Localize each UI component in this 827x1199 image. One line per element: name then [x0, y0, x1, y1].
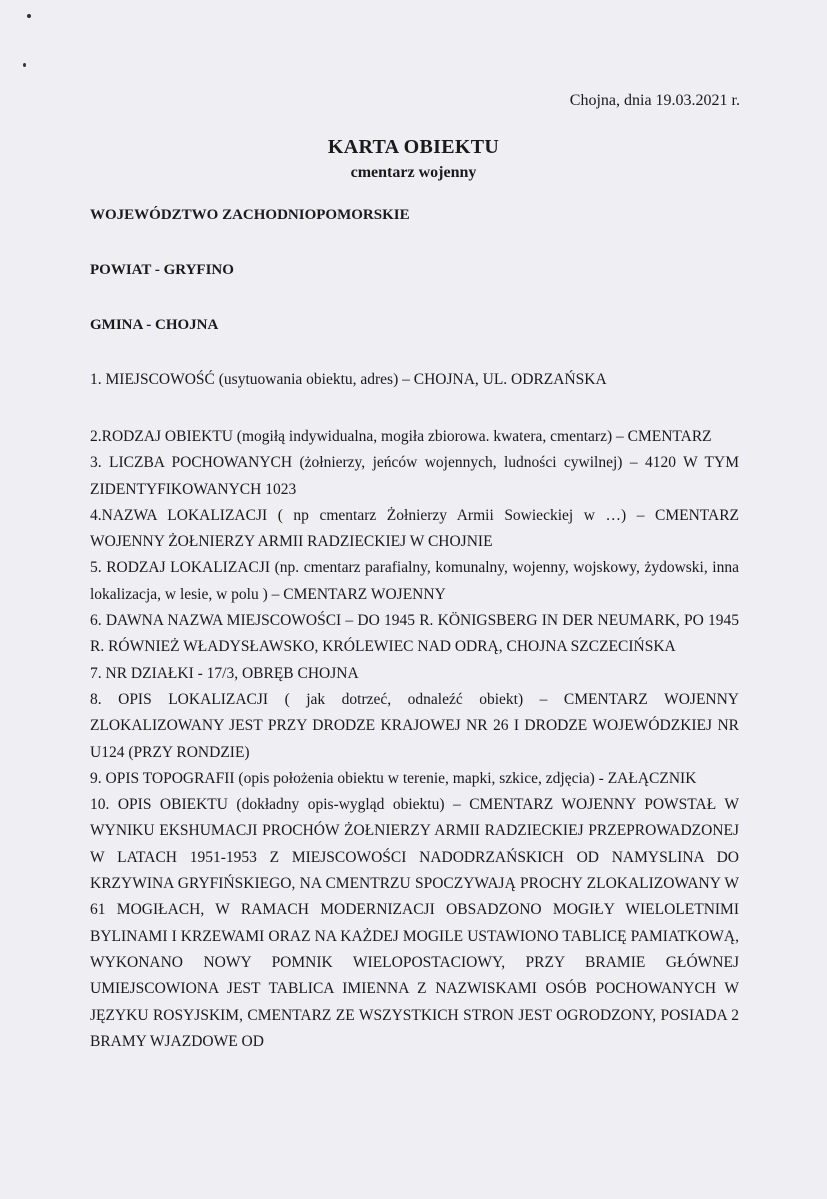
item-2-object-type: 2.RODZAJ OBIEKTU (mogiłą indywidualna, mogiła zbiorowa. kwatera, cmentarz) – CMENTARZ	[90, 428, 712, 445]
item-1-location: 1. MIEJSCOWOŚĆ (usytuowania obiektu, adres) – CHOJNA, UL. ODRZAŃSKA	[90, 371, 607, 388]
document-title: KARTA OBIEKTU	[327, 136, 500, 158]
county-heading: POWIAT - GRYFINO	[90, 262, 234, 278]
item-5-location-type: 5. RODZAJ LOKALIZACJI (np. cmentarz parafialny, komunalny, wojenny, wojskowy, żydowski, inna lokalizacja, w lesie, w polu ) – CMENTARZ WOJENNY	[90, 559, 739, 603]
voivodeship-heading: WOJEWÓDZTWO ZACHODNIOPOMORSKIE	[90, 207, 410, 223]
commune-heading: GMINA - CHOJNA	[90, 317, 219, 333]
item-3-burial-count: 3. LICZBA POCHOWANYCH (żołnierzy, jeńców wojennych, ludności cywilnej) – 4120 W TYM ZIDENTYFIKOWANYCH 1023	[90, 454, 739, 498]
item-6-former-name: 6. DAWNA NAZWA MIEJSCOWOŚCI – DO 1945 R. KÖNIGSBERG IN DER NEUMARK, PO 1945 R. RÓWNIEŻ WŁADYSŁAWSKO, KRÓLEWIEC NAD ODRĄ, CHOJNA SZCZECIŃSKA	[90, 612, 739, 656]
item-9-topography: 9. OPIS TOPOGRAFII (opis położenia obiektu w terenie, mapki, szkice, zdjęcia) - ZAŁĄCZNIK	[90, 769, 697, 787]
item-list	[90, 424, 739, 1055]
item-7-parcel-number: 7. NR DZIAŁKI - 17/3, OBRĘB CHOJNA	[90, 664, 359, 682]
document-subtitle: cmentarz wojenny	[350, 164, 477, 181]
item-4-location-name: 4.NAZWA LOKALIZACJI ( np cmentarz Żołnierzy Armii Sowieckiej w …) – CMENTARZ WOJENNY ŻOŁNIERZY ARMII RADZIECKIEJ W CHOJNIE	[90, 506, 739, 551]
scan-speck	[23, 63, 26, 67]
date-line: Chojna, dnia 19.03.2021 r.	[569, 92, 740, 109]
item-10-object-description: 10. OPIS OBIEKTU (dokładny opis-wygląd obiektu) – CMENTARZ WOJENNY POWSTAŁ W WYNIKU EKSHUMACJI PROCHÓW ŻOŁNIERZY ARMII RADZIECKIEJ PRZEPROWADZONEJ W LATACH 1951-1953 Z MIEJSCOWOŚCI NADODRZAŃSKICH OD NAMYSLINA DO KRZYWINA GRYFIŃSKIEGO, NA CMENTRZU SPOCZYWAJĄ PROCHY ZLOKALIZOWANY W 61 MOGIŁACH, W RAMACH MODERNIZACJI OBSADZONO MOGIŁY WIELOLETNIMI BYLINAMI I KRZEWAMI ORAZ NA KAŻDEJ MOGILE USTAWIONO TABLICĘ PAMIATKOWĄ, WYKONANO NOWY POMNIK WIELOPOSTACIOWY, PRZY BRAMIE GŁÓWNEJ UMIEJSCOWIONA JEST TABLICA IMIENNA Z NAZWISKAMI OSÓB POCHOWANYCH W JĘZYKU ROSYJSKIM, CMENTARZ ZE WSZYSTKICH STRON JEST OGRODZONY, POSIADA 2 BRAMY WJAZDOWE OD	[90, 796, 739, 1050]
item-8-location-description: 8. OPIS LOKALIZACJI ( jak dotrzeć, odnaleźć obiekt) – CMENTARZ WOJENNY ZLOKALIZOWANY JEST PRZY DRODZE KRAJOWEJ NR 26 I DRODZE WOJEWÓDZKIEJ NR U124 (PRZY RONDZIE)	[90, 690, 739, 761]
scan-speck	[27, 14, 31, 18]
